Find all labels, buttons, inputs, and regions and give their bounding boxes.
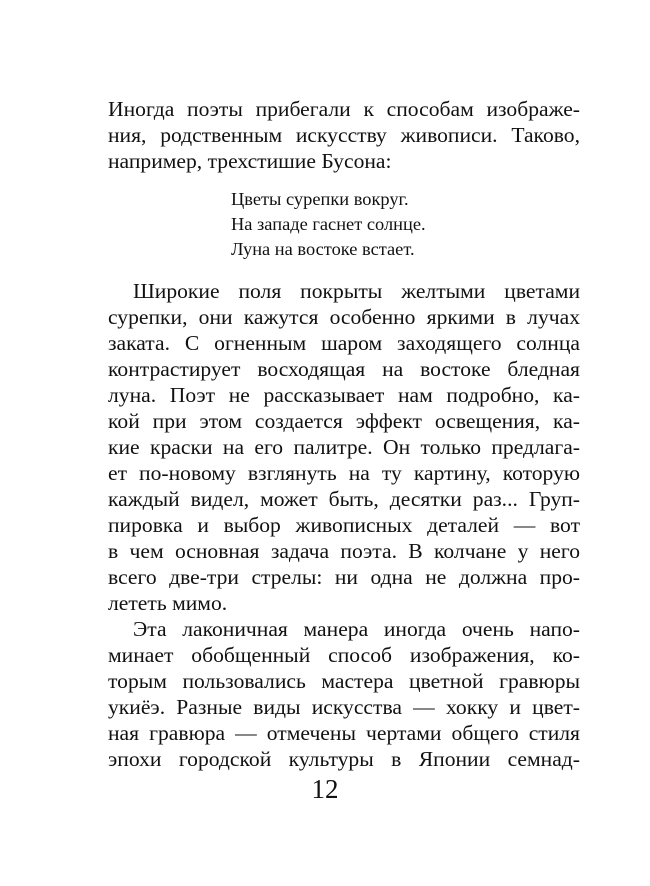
text-line: ет по-новому взглянуть на ту картину, которую xyxy=(108,461,580,485)
text-line: ная гравюра — отмечены чертами общего стиля xyxy=(108,721,580,745)
text-line: Иногда поэты прибегали к способам изображе- xyxy=(108,97,580,121)
verse-line: Луна на востоке встает. xyxy=(231,239,415,259)
text-line: заката. С огненным шаром заходящего солнца xyxy=(108,331,580,355)
text-line: кой при этом создается эффект освещения, ка- xyxy=(108,409,580,433)
text-line: Эта лаконичная манера иногда очень напо- xyxy=(133,617,580,641)
text-line: сурепки, они кажутся особенно яркими в лучах xyxy=(108,305,580,329)
text-line: всего две-три стрелы: ни одна не должна про- xyxy=(108,565,580,589)
text-line: Широкие поля покрыты желтыми цветами xyxy=(133,279,580,303)
text-line: минает обобщенный способ изображения, ко- xyxy=(108,643,580,667)
text-line: укиёэ. Разные виды искусства — хокку и цвет- xyxy=(108,695,580,719)
text-line: лететь мимо. xyxy=(108,591,228,615)
verse-line: На западе гаснет солнце. xyxy=(231,214,426,234)
text-line: например, трехстишие Бусона: xyxy=(108,149,392,173)
text-line: луна. Поэт не рассказывает нам подробно, ка- xyxy=(108,383,580,407)
text-line: контрастирует восходящая на востоке бледная xyxy=(108,357,580,381)
text-line: каждый видел, может быть, десятки раз... Груп- xyxy=(108,487,580,511)
text-line: пировка и выбор живописных деталей — вот xyxy=(108,513,580,537)
text-line: эпохи городской культуры в Японии семнад- xyxy=(108,747,580,771)
verse-line: Цветы сурепки вокруг. xyxy=(231,189,409,209)
text-line: торым пользовались мастера цветной гравюры xyxy=(108,669,580,693)
text-line: ния, родственным искусству живописи. Таково, xyxy=(108,123,580,147)
text-line: в чем основная задача поэта. В колчане у него xyxy=(108,539,580,563)
text-line: кие краски на его палитре. Он только предлага- xyxy=(108,435,580,459)
page-number: 12 xyxy=(311,774,339,804)
